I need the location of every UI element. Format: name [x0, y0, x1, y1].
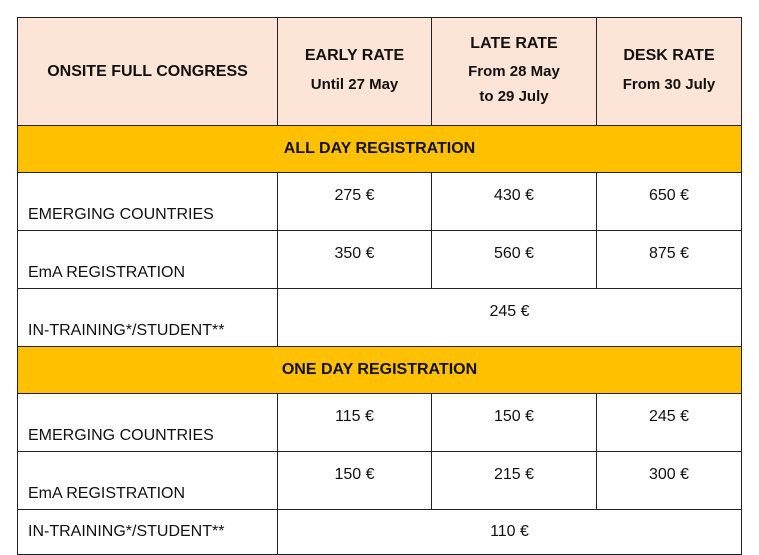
late-rate-value: 560 €: [432, 231, 597, 289]
desk-rate-value: 875 €: [597, 231, 742, 289]
row-label: EmA REGISTRATION: [18, 231, 278, 289]
late-rate-value: 430 €: [432, 173, 597, 231]
row-label: IN-TRAINING*/STUDENT**: [18, 289, 278, 347]
late-rate-title: LATE RATE: [470, 34, 558, 52]
section-title: ONE DAY REGISTRATION: [18, 347, 742, 394]
desk-rate-value: 245 €: [597, 394, 742, 452]
late-rate-sub-1: From 28 May: [468, 63, 560, 81]
desk-rate-value: 300 €: [597, 452, 742, 510]
table-header-row: [18, 18, 742, 126]
section-row-all-day: [18, 126, 742, 173]
desk-rate-sub: From 30 July: [622, 75, 716, 93]
header-desk-rate: [597, 18, 742, 126]
early-rate-value: 115 €: [278, 394, 432, 452]
row-label: IN-TRAINING*/STUDENT**: [18, 510, 278, 555]
row-label: EmA REGISTRATION: [18, 452, 278, 510]
late-rate-value: 215 €: [432, 452, 597, 510]
flat-rate-value: 110 €: [278, 510, 742, 555]
early-rate-value: 275 €: [278, 173, 432, 231]
table-row: [18, 231, 742, 289]
header-early-rate: [278, 18, 432, 126]
pricing-table: [17, 17, 742, 555]
table-row: [18, 394, 742, 452]
section-row-one-day: [18, 347, 742, 394]
table-row: [18, 510, 742, 555]
table-row: [18, 452, 742, 510]
header-late-rate: [432, 18, 597, 126]
desk-rate-title: DESK RATE: [623, 47, 715, 65]
early-rate-sub: Until 27 May: [310, 75, 399, 93]
early-rate-title: EARLY RATE: [304, 47, 405, 65]
late-rate-sub-2: to 29 July: [479, 88, 549, 106]
late-rate-value: 150 €: [432, 394, 597, 452]
table-row: [18, 289, 742, 347]
desk-rate-value: 650 €: [597, 173, 742, 231]
table-row: [18, 173, 742, 231]
flat-rate-value: 245 €: [278, 289, 742, 347]
header-title: ONSITE FULL CONGRESS: [18, 18, 278, 126]
section-title: ALL DAY REGISTRATION: [18, 126, 742, 173]
early-rate-value: 350 €: [278, 231, 432, 289]
row-label: EMERGING COUNTRIES: [18, 173, 278, 231]
early-rate-value: 150 €: [278, 452, 432, 510]
row-label: EMERGING COUNTRIES: [18, 394, 278, 452]
